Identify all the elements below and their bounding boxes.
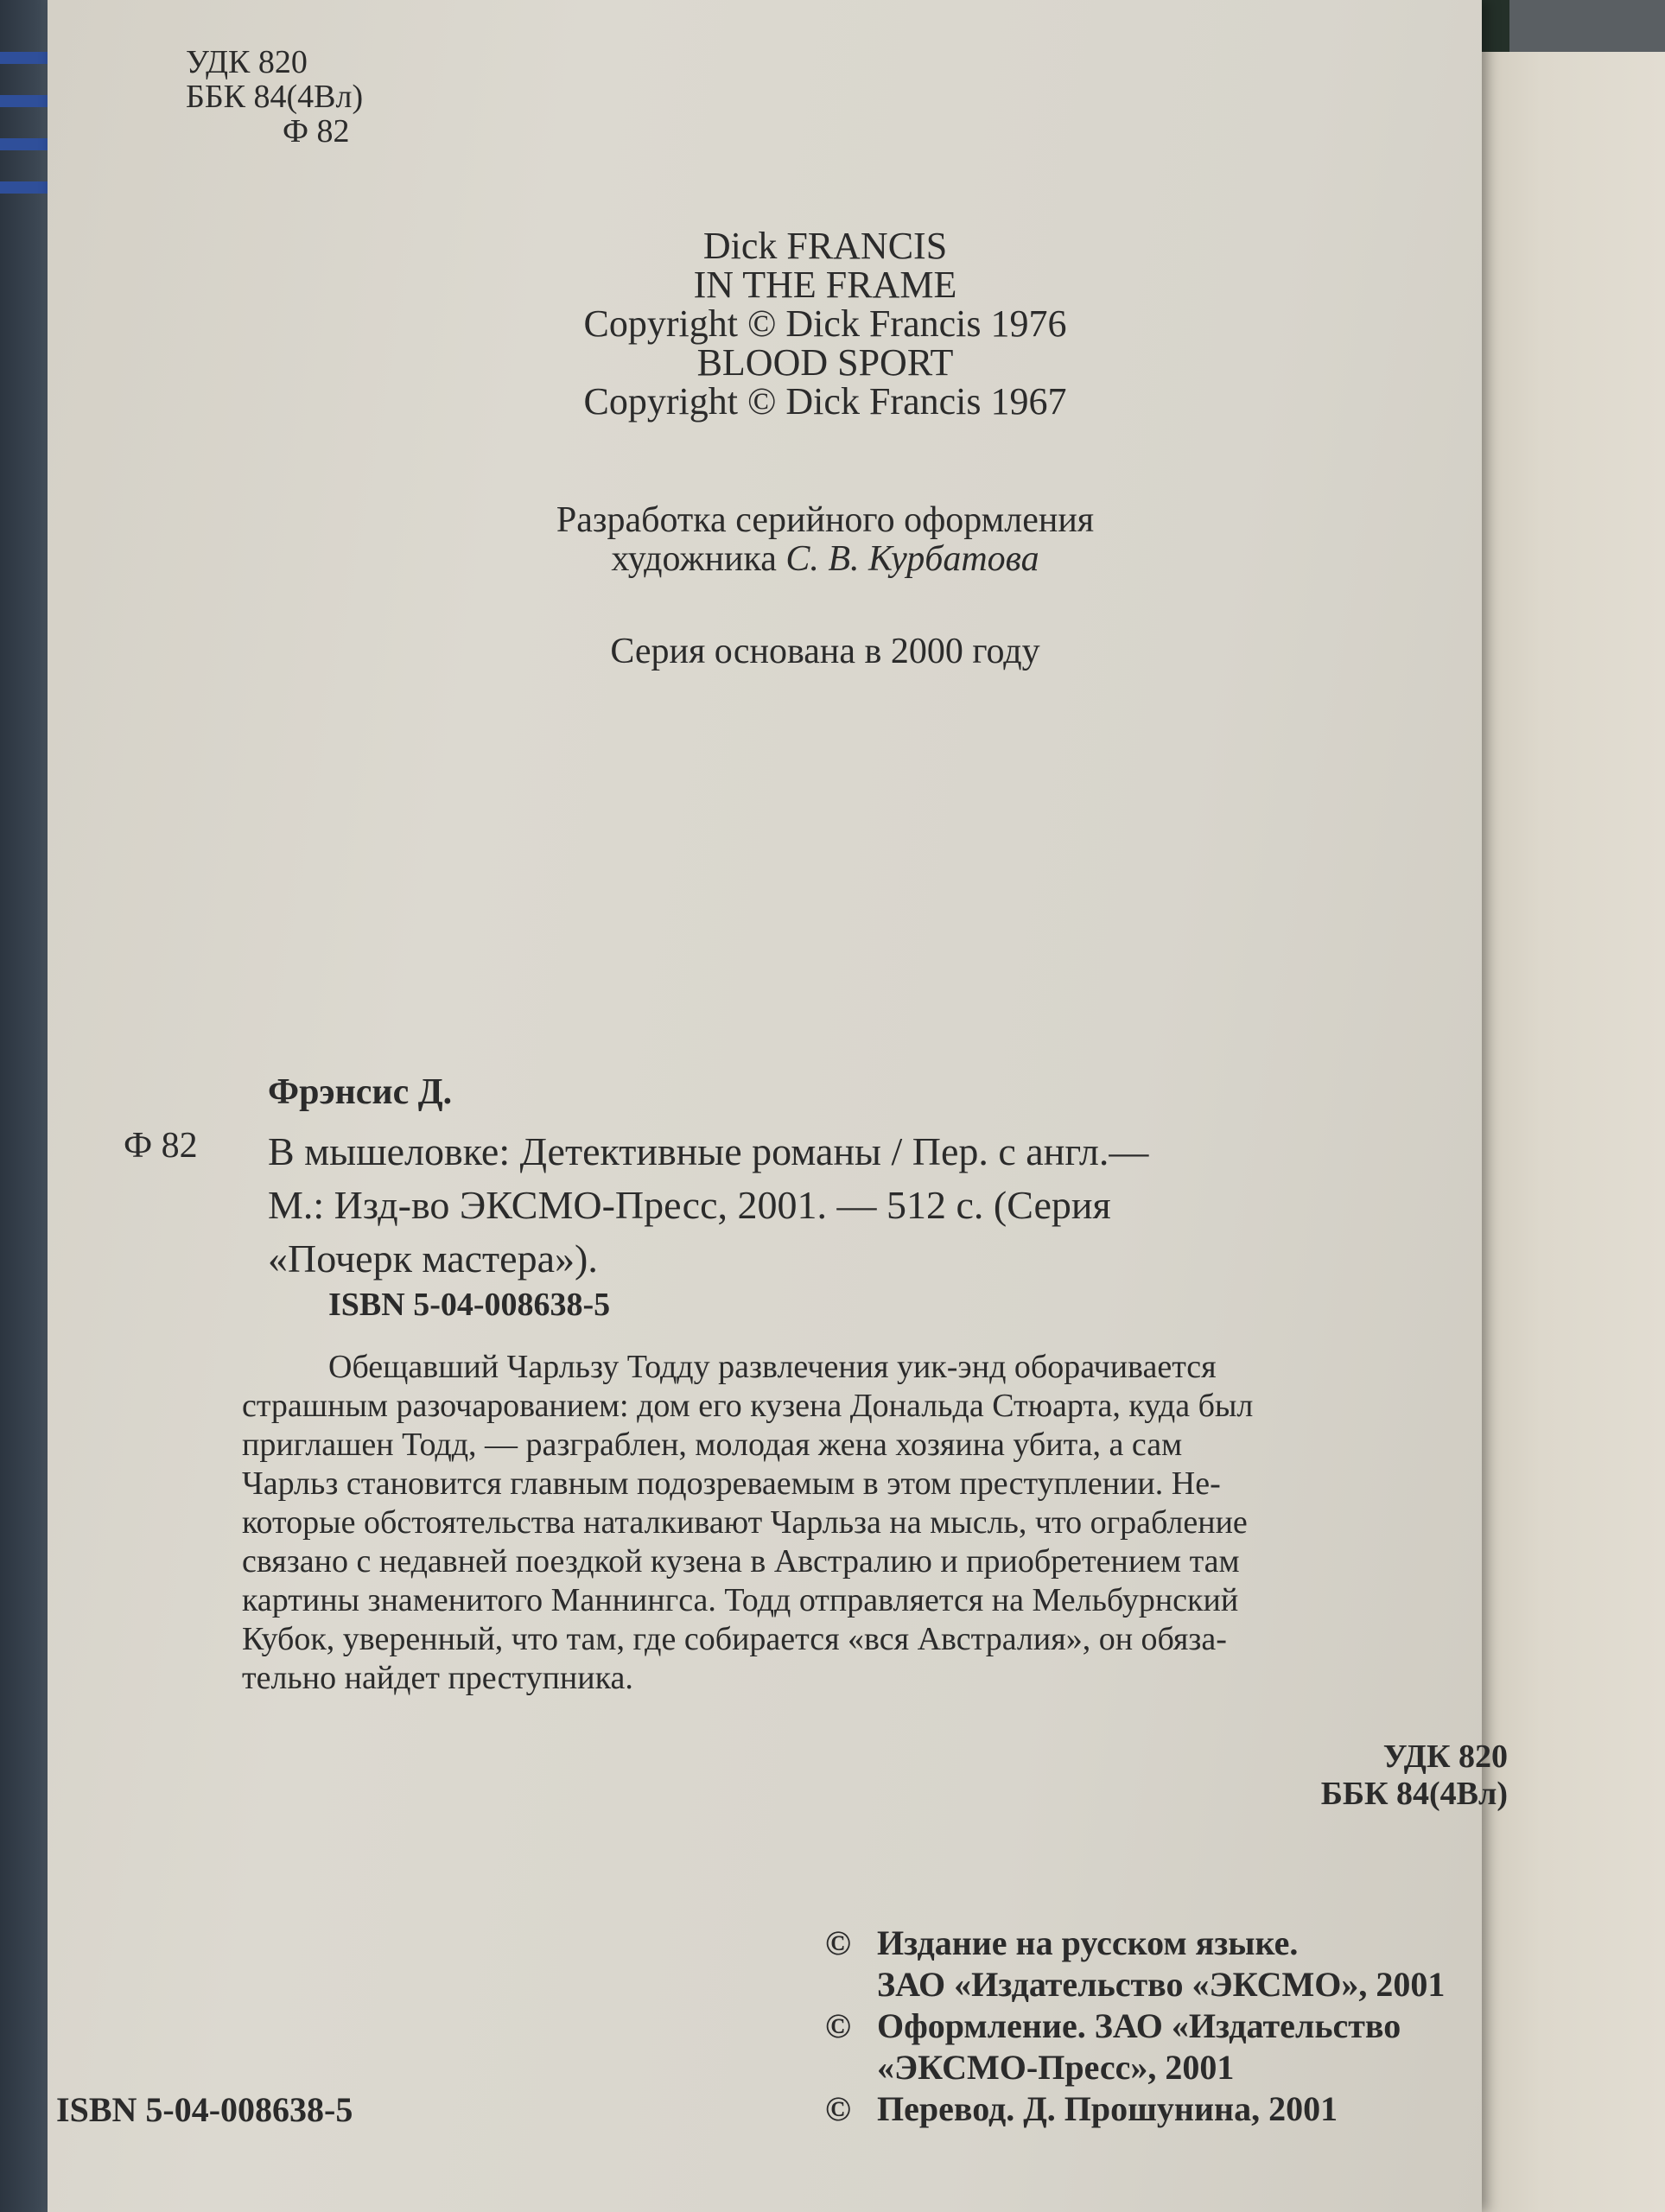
copyright-notice-translation (825, 2088, 1445, 2130)
classification-codes-bottom (1136, 1738, 1508, 1813)
copyright-line: Издание на русском языке. (877, 1923, 1299, 1962)
copyright-symbol: © (825, 1923, 851, 1962)
annotation-line: Обещавший Чарльзу Тодду развлечения уик-энд оборачивается (328, 1349, 1217, 1385)
author-mark: Ф 82 (283, 113, 350, 149)
original-copyright-1: Copyright © Dick Francis 1976 (583, 302, 1067, 345)
biblio-line: М.: Изд-во ЭКСМО-Пресс, 2001. — 512 с. (Серия (268, 1183, 1111, 1227)
cover-stripe (0, 181, 50, 194)
copyright-line: Оформление. ЗАО «Издательство (877, 2006, 1401, 2045)
cover-stripe (0, 95, 50, 107)
annotation-line: которые обстоятельства наталкивают Чарльза на мысль, что ограбление (242, 1504, 1248, 1541)
series-design-credit (48, 501, 1603, 579)
copyright-notices (825, 1923, 1445, 2130)
imprint-page (48, 0, 1508, 2212)
original-copyright-block (48, 226, 1603, 421)
catalog-author: Фрэнсис Д. (268, 1072, 453, 1112)
udk-code: УДК 820 (1382, 1738, 1508, 1775)
annotation-line: страшным разочарованием: дом его кузена Дональда Стюарта, куда был (242, 1388, 1254, 1424)
annotation-line: Чарльз становится главным подозреваемым в этом преступлении. Не- (242, 1465, 1221, 1502)
original-author: Dick FRANCIS (702, 225, 948, 267)
original-title-1: IN THE FRAME (693, 264, 957, 306)
annotation-line: Кубок, уверенный, что там, где собирается «вся Австралия», он обяза- (242, 1621, 1227, 1657)
original-title-2: BLOOD SPORT (696, 341, 954, 384)
annotation (242, 1348, 1512, 1698)
biblio-line: В мышеловке: Детективные романы / Пер. с англ.— (268, 1129, 1149, 1173)
biblio-line: «Почерк мастера»). (268, 1236, 598, 1281)
annotation-line: тельно найдет преступника. (242, 1660, 633, 1696)
classification-codes-top (186, 45, 363, 149)
isbn-catalog: ISBN 5-04-008638-5 (328, 1287, 611, 1323)
design-credit-prefix: художника (611, 539, 786, 579)
copyright-symbol: © (825, 2006, 851, 2045)
copyright-symbol: © (825, 2089, 851, 2128)
copyright-notice-design (825, 2005, 1445, 2088)
copyright-line: «ЭКСМО-Пресс», 2001 (877, 2048, 1235, 2087)
udk-code: УДК 820 (186, 44, 308, 80)
annotation-line: картины знаменитого Маннингса. Тодд отправляется на Мельбурнский (242, 1582, 1239, 1618)
original-copyright-2: Copyright © Dick Francis 1967 (583, 380, 1067, 423)
copyright-line: ЗАО «Издательство «ЭКСМО», 2001 (877, 1965, 1446, 2004)
copyright-line: Перевод. Д. Прошунина, 2001 (877, 2089, 1338, 2128)
series-founded: Серия основана в 2000 году (610, 632, 1040, 671)
copyright-notice-edition (825, 1923, 1445, 2005)
bbk-code: ББК 84(4Вл) (1320, 1776, 1508, 1812)
catalog-code: Ф 82 (124, 1126, 198, 1166)
designer-name: С. В. Курбатова (785, 539, 1039, 579)
cover-stripe (0, 138, 50, 150)
cover-stripe (0, 52, 50, 64)
annotation-line: связано с недавней поездкой кузена в Австралию и приобретением там (242, 1543, 1240, 1580)
isbn-bottom: ISBN 5-04-008638-5 (56, 2090, 353, 2129)
design-credit-line-2 (48, 540, 1603, 579)
design-credit-line-1: Разработка серийного оформления (556, 500, 1095, 540)
bbk-code: ББК 84(4Вл) (186, 79, 364, 115)
bibliographic-description (268, 1125, 1495, 1286)
annotation-line: приглашен Тодд, — разграблен, молодая жена хозяина убита, а сам (242, 1427, 1183, 1463)
